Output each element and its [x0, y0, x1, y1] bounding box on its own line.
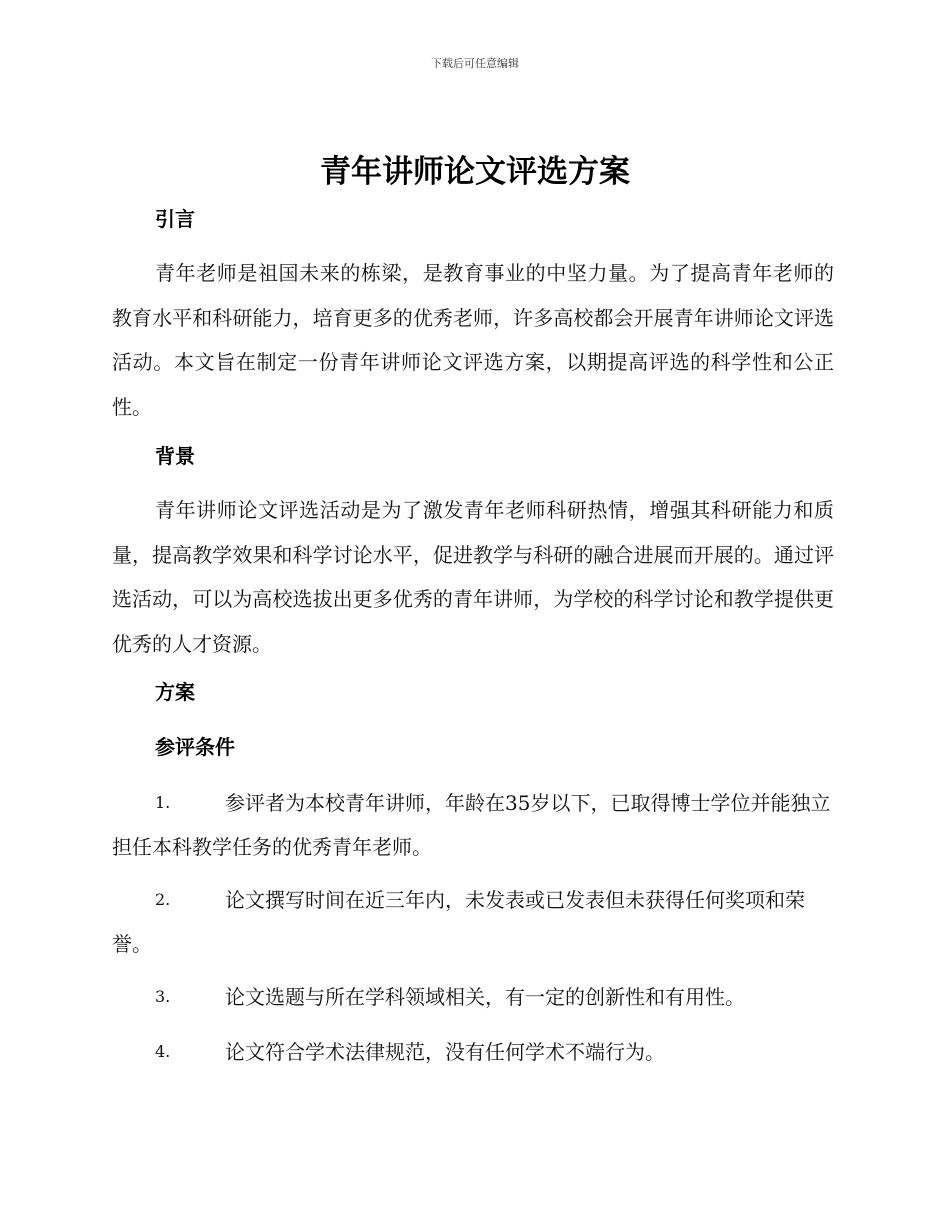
list-item: [112, 878, 834, 966]
list-item-number: 1.: [155, 793, 171, 812]
list-item: [112, 1030, 834, 1074]
list-item-text: 论文撰写时间在近三年内，未发表或已发表但未获得任何奖项和荣誉。: [112, 888, 805, 956]
list-item-text: 参评者为本校青年讲师，年龄在35岁以下，已取得博士学位并能独立担任本科教学任务的优秀青年老师。: [112, 791, 831, 859]
list-item-number: 2.: [155, 890, 171, 909]
section-heading-intro: 引言: [155, 207, 195, 231]
section-heading-background: 背景: [155, 444, 195, 468]
list-item-number: 3.: [155, 987, 171, 1006]
list-item: [112, 781, 834, 869]
subheading-eligibility: 参评条件: [155, 735, 235, 759]
section-heading-plan: 方案: [155, 680, 195, 704]
list-item-text: 论文符合学术法律规范，没有任何学术不端行为。: [225, 1040, 665, 1064]
list-item: [112, 975, 834, 1019]
background-paragraph: 青年讲师论文评选活动是为了激发青年老师科研热情，增强其科研能力和质量，提高教学效果和科学讨论水平，促进教学与科研的融合进展而开展的。通过评选活动，可以为高校选拔出更多优秀的青年讲师，为学校的科学讨论和教学提供更优秀的人才资源。: [112, 498, 834, 656]
header-note: 下载后可任意编辑: [431, 57, 519, 70]
intro-paragraph: 青年老师是祖国未来的栋梁，是教育事业的中坚力量。为了提高青年老师的教育水平和科研能力，培育更多的优秀老师，许多高校都会开展青年讲师论文评选活动。本文旨在制定一份青年讲师论文评选方案，以期提高评选的科学性和公正性。: [112, 261, 834, 419]
list-item-number: 4.: [155, 1042, 171, 1061]
page-title: 青年讲师论文评选方案: [320, 154, 630, 190]
list-item-text: 论文选题与所在学科领域相关，有一定的创新性和有用性。: [225, 985, 745, 1009]
